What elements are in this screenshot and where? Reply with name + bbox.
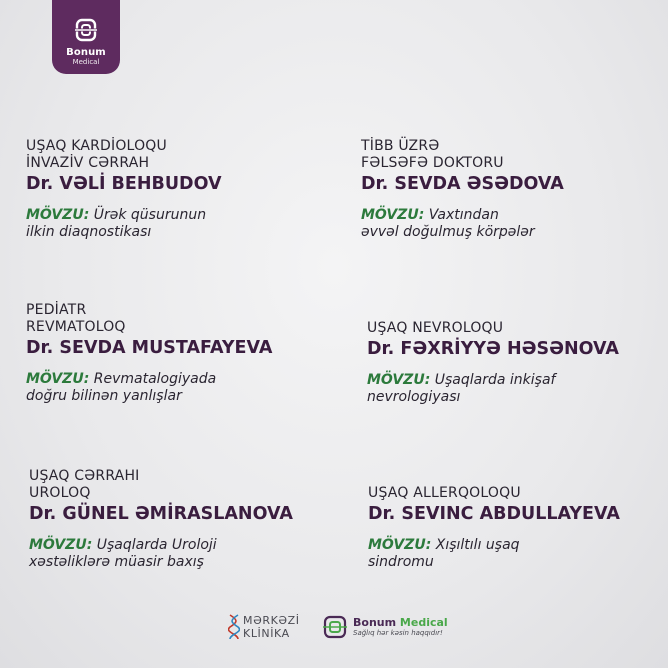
topic-label: MÖVZU: — [367, 372, 431, 388]
speaker-name: Dr. VƏLİ BEHBUDOV — [26, 174, 222, 194]
speaker-name: Dr. FƏXRİYYƏ HƏSƏNOVA — [367, 339, 619, 359]
topic-text: doğru bilinən yanlışlar — [26, 388, 182, 404]
dna-helix-icon — [228, 614, 240, 640]
topic-text: Ürək qüsurunun — [89, 207, 207, 223]
speaker-card — [26, 302, 326, 405]
bonum-medical-logo — [322, 614, 448, 640]
speaker-name: Dr. SEVDA ƏSƏDOVA — [361, 174, 564, 194]
speaker-topic — [26, 207, 326, 241]
speaker-role: UŞAQ NEVROLOQU — [367, 320, 504, 336]
topic-label: MÖVZU: — [368, 537, 432, 553]
klinika-text: KLİNİKA — [243, 627, 290, 640]
brand-name: Bonum — [66, 47, 106, 58]
medical-word: Medical — [396, 616, 448, 629]
bonum-logo-icon — [322, 614, 348, 640]
speaker-name: Dr. SEVDA MUSTAFAYEVA — [26, 338, 273, 358]
topic-text: xəstəliklərə müasir baxış — [29, 554, 204, 570]
speaker-role: UŞAQ KARDİOLOQU — [26, 138, 167, 154]
topic-label: MÖVZU: — [361, 207, 425, 223]
speaker-card — [29, 468, 329, 571]
topic-label: MÖVZU: — [26, 371, 90, 387]
speaker-name: Dr. GÜNEL ƏMİRASLANOVA — [29, 504, 293, 524]
speaker-card — [26, 138, 326, 241]
topic-text: ilkin diaqnostikası — [26, 224, 152, 240]
merkezi-text: MƏRKƏZİ — [243, 614, 300, 627]
topic-text: Uşaqlarda inkişaf — [430, 372, 556, 388]
topic-text: sindromu — [368, 554, 434, 570]
speaker-role: UŞAQ CƏRRAHI — [29, 468, 140, 484]
brand-logo-tab — [52, 0, 120, 74]
topic-label: MÖVZU: — [29, 537, 93, 553]
speaker-topic — [29, 537, 329, 571]
speaker-role: İNVAZİV CƏRRAH — [26, 155, 150, 171]
speaker-role: PEDİATR — [26, 302, 87, 318]
speaker-role: UŞAQ ALLERQOLOQU — [368, 485, 521, 501]
speaker-card — [368, 485, 668, 571]
topic-text: Vaxtından — [424, 207, 499, 223]
speaker-role: REVMATOLOQ — [26, 319, 126, 335]
topic-text: Uşaqlarda Uroloji — [92, 537, 217, 553]
bonum-medical-title — [353, 616, 448, 629]
brand-subname: Medical — [72, 58, 100, 66]
topic-text: Xışıltılı uşaq — [431, 537, 520, 553]
speaker-card — [367, 320, 667, 406]
speaker-card — [361, 138, 661, 241]
speaker-role: FƏLSƏFƏ DOKTORU — [361, 155, 504, 171]
bonum-slogan: Sağlıq hər kəsin haqqıdır! — [353, 629, 443, 637]
topic-label: MÖVZU: — [26, 207, 90, 223]
speaker-name: Dr. SEVINC ABDULLAYEVA — [368, 504, 620, 524]
speaker-topic — [26, 371, 326, 405]
speaker-topic — [361, 207, 661, 241]
topic-text: əvvəl doğulmuş körpələr — [361, 224, 535, 240]
speaker-topic — [367, 372, 667, 406]
speaker-topic — [368, 537, 668, 571]
merkezi-klinika-logo — [228, 614, 300, 640]
speaker-role: UROLOQ — [29, 485, 91, 501]
bonum-logo-icon — [73, 17, 99, 43]
bonum-word: Bonum — [353, 616, 397, 629]
topic-text: nevrologiyası — [367, 389, 461, 405]
topic-text: Revmatalogiyada — [89, 371, 217, 387]
speaker-role: TİBB ÜZRƏ — [361, 138, 440, 154]
footer-logos — [0, 608, 668, 648]
